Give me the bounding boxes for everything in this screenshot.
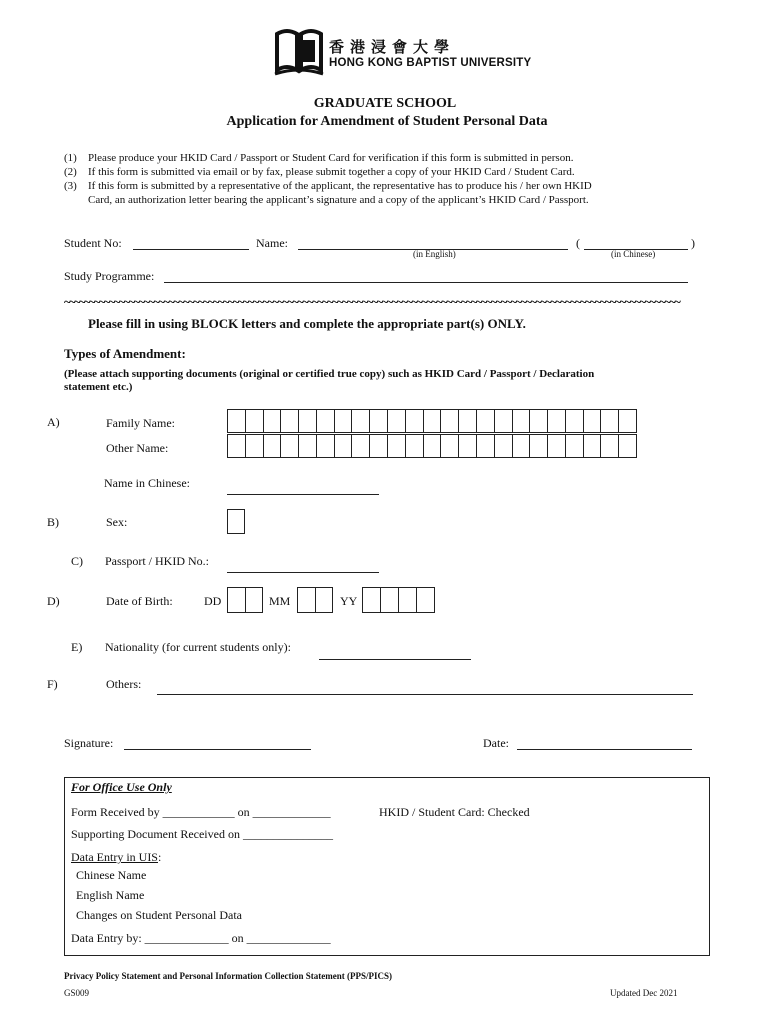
form-code: GS009: [64, 988, 90, 998]
amendment-note-line2: statement etc.): [64, 381, 133, 393]
dd-label: DD: [204, 594, 222, 608]
sex-label: Sex:: [106, 515, 128, 529]
section-d-label: D): [47, 594, 60, 608]
section-b-label: B): [47, 515, 59, 529]
supporting-document-line: Supporting Document Received on _______________: [71, 827, 333, 841]
english-name-item: English Name: [76, 888, 145, 902]
in-chinese-hint: (in Chinese): [611, 249, 656, 259]
nationality-field[interactable]: [319, 659, 471, 660]
section-c-label: C): [71, 554, 83, 568]
name-chinese-open-paren: (: [576, 236, 580, 250]
block-letters-instruction: Please fill in using BLOCK letters and complete the appropriate part(s) ONLY.: [88, 316, 526, 331]
other-name-boxes[interactable]: [227, 434, 637, 458]
changes-item: Changes on Student Personal Data: [76, 908, 242, 922]
tilde-divider: ~~~~~~~~~~~~~~~~~~~~~~~~~~~~~~~~~~~~~~~~~~~~~~~~~~~~~~~~~~~~~~~~~~~~~~~~~~~~~~~~~~~~~~~~~~~~~~~~~~~~~~~~~~~~~~~~~~~~~~~~~~~~: [64, 294, 680, 309]
office-use-title: For Office Use Only: [71, 780, 172, 794]
passport-field[interactable]: [227, 572, 379, 573]
dob-label: Date of Birth:: [106, 594, 173, 608]
amendment-heading: Types of Amendment:: [64, 346, 186, 361]
name-chinese-close-paren: ): [691, 236, 695, 250]
logo-chinese-name: 香港浸會大學: [329, 38, 456, 56]
note-3-num: (3): [64, 180, 77, 192]
note-1-num: (1): [64, 152, 77, 164]
data-entry-uis-text: Data Entry in UIS: [71, 850, 158, 864]
note-2-num: (2): [64, 166, 77, 178]
student-no-field[interactable]: [133, 249, 249, 250]
hkid-checked-line: HKID / Student Card: Checked: [379, 805, 530, 819]
family-name-label: Family Name:: [106, 416, 175, 430]
note-3-continued: Card, an authorization letter bearing the applicant’s signature and a copy of the applicant’s HKID Card / Passport.: [88, 194, 589, 206]
study-programme-label: Study Programme:: [64, 269, 155, 283]
section-f-label: F): [47, 677, 58, 691]
chinese-name-item: Chinese Name: [76, 868, 147, 882]
nationality-label: Nationality (for current students only):: [105, 640, 291, 654]
note-2-text: If this form is submitted via email or by fax, please submit together a copy of your HKID Card / Student Card.: [88, 166, 575, 178]
other-name-label: Other Name:: [106, 441, 169, 455]
university-logo: [273, 26, 532, 80]
date-field[interactable]: [517, 749, 692, 750]
amendment-note-line1: (Please attach supporting documents (original or certified true copy) such as HKID Card / Passport / Declaration: [64, 368, 595, 380]
date-label: Date:: [483, 736, 509, 750]
study-programme-field[interactable]: [164, 282, 688, 283]
name-in-chinese-label: Name in Chinese:: [104, 476, 190, 490]
in-english-hint: (in English): [413, 249, 456, 259]
section-e-label: E): [71, 640, 83, 654]
student-no-label: Student No:: [64, 236, 122, 250]
data-entry-uis-heading: [71, 850, 161, 865]
note-3-text: If this form is submitted by a representative of the applicant, the representative has to produce his / her own HKID: [88, 180, 592, 192]
updated-date: Updated Dec 2021: [610, 988, 678, 998]
office-use-box: [64, 777, 710, 956]
dd-boxes[interactable]: [227, 587, 263, 613]
yy-boxes[interactable]: [362, 587, 435, 613]
logo-english-name: HONG KONG BAPTIST UNIVERSITY: [329, 57, 532, 69]
signature-label: Signature:: [64, 736, 114, 750]
signature-field[interactable]: [124, 749, 311, 750]
others-field[interactable]: [157, 694, 693, 695]
yy-label: YY: [340, 594, 358, 608]
section-a-label: A): [47, 415, 60, 429]
others-label: Others:: [106, 677, 142, 691]
hkbu-emblem-icon: [273, 26, 325, 80]
sex-box[interactable]: [227, 509, 245, 534]
form-received-line: Form Received by ____________ on _____________: [71, 805, 331, 819]
mm-label: MM: [269, 594, 291, 608]
data-entry-uis-colon: :: [157, 850, 162, 864]
name-in-chinese-field[interactable]: [227, 494, 379, 495]
privacy-statement: Privacy Policy Statement and Personal Information Collection Statement (PPS/PICS): [64, 971, 392, 981]
page-subtitle: Application for Amendment of Student Personal Data: [226, 114, 548, 129]
name-label: Name:: [256, 236, 288, 250]
page-title: GRADUATE SCHOOL: [313, 96, 457, 111]
mm-boxes[interactable]: [297, 587, 333, 613]
data-entry-by-line: Data Entry by: ______________ on ______________: [71, 931, 331, 945]
note-1-text: Please produce your HKID Card / Passport or Student Card for verification if this form is submitted in person.: [88, 152, 574, 164]
family-name-boxes[interactable]: [227, 409, 637, 433]
passport-label: Passport / HKID No.:: [105, 554, 209, 568]
